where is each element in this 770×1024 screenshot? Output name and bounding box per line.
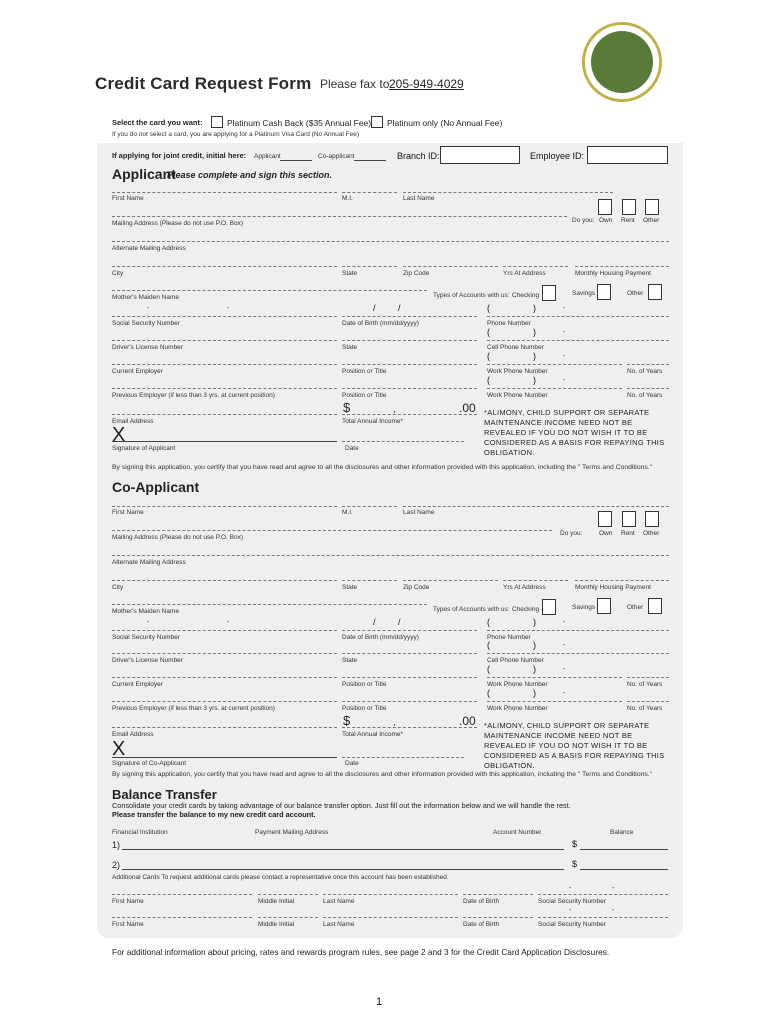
co-license-label: Driver's License Number xyxy=(112,657,183,664)
state-line[interactable] xyxy=(342,266,397,267)
fax-label: Please fax to xyxy=(320,77,390,91)
add2-last-name-line[interactable] xyxy=(323,917,458,918)
co-cell-paren-close: ) xyxy=(533,640,536,650)
add1-dob-line[interactable] xyxy=(463,894,533,895)
add1-dob-label: Date of Birth xyxy=(463,898,500,905)
transfer-row-1-balance-line[interactable] xyxy=(580,849,668,850)
co-alt-mailing-label: Alternate Mailing Address xyxy=(112,559,186,566)
co-other-acct-label: Other xyxy=(627,604,644,611)
form-title: Credit Card Request Form xyxy=(95,74,312,93)
license-state-label: State xyxy=(342,344,358,351)
balance-header: Balance xyxy=(610,829,634,836)
housing-label: Monthly Housing Payment xyxy=(575,270,651,277)
co-prev-years-line[interactable] xyxy=(627,701,669,702)
co-cell-paren-open: ( xyxy=(487,640,490,650)
co-signature-date-label: Date xyxy=(345,760,359,767)
phone-line[interactable] xyxy=(487,316,669,317)
co-prev-years-label: No. of Years xyxy=(627,705,663,712)
co-dob-slash-2: / xyxy=(398,617,401,627)
add2-last-name-label: Last Name xyxy=(323,921,355,928)
work-paren-open: ( xyxy=(487,351,490,361)
zip-line[interactable] xyxy=(403,266,498,267)
ssn-dash-1: - xyxy=(147,303,150,312)
add2-ssn-label: Social Security Number xyxy=(538,921,606,928)
yrs-line[interactable] xyxy=(503,266,568,267)
prev-work-phone-line[interactable] xyxy=(487,388,622,389)
work-phone-line[interactable] xyxy=(487,364,622,365)
own-checkbox[interactable] xyxy=(598,199,612,215)
email-label: Email Address xyxy=(112,418,154,425)
checking-checkbox[interactable] xyxy=(542,285,556,301)
co-position-label: Position or Title xyxy=(342,681,387,688)
add1-last-name-label: Last Name xyxy=(323,898,355,905)
co-phone-label: Phone Number xyxy=(487,634,531,641)
other-acct-label: Other xyxy=(627,290,644,297)
co-prev-work-phone-label: Work Phone Number xyxy=(487,705,548,712)
co-mi-line[interactable] xyxy=(342,506,397,507)
co-yrs-line[interactable] xyxy=(503,580,568,581)
city-line[interactable] xyxy=(112,266,337,267)
mi-label: M.I. xyxy=(342,195,353,202)
co-work-paren-close: ) xyxy=(533,664,536,674)
co-alimony-note: *ALIMONY, CHILD SUPPORT OR SEPARATE MAINTENANCE INCOME NEED NOT BE REVEALED IF YOU DO NOT WISH IT TO BE CONSIDERED AS A BASIS FOR REPAYING THIS OBLIGATION. xyxy=(484,721,665,770)
rent-checkbox[interactable] xyxy=(622,199,636,215)
co-license-state-line[interactable] xyxy=(342,653,477,654)
rent-label: Rent xyxy=(621,217,635,224)
co-last-name-label: Last Name xyxy=(403,509,435,516)
co-applicant-initial-line[interactable] xyxy=(354,160,386,161)
phone-label: Phone Number xyxy=(487,320,531,327)
transfer-row-2-number: 2) xyxy=(112,860,121,870)
add2-ssn-dash-1: - xyxy=(569,905,572,914)
joint-credit-label: If applying for joint credit, initial here: xyxy=(112,151,247,160)
co-employer-label: Current Employer xyxy=(112,681,163,688)
transfer-row-2-dollar: $ xyxy=(572,859,578,869)
platinum-only-label: Platinum only (No Annual Fee) xyxy=(387,118,503,128)
signature-x: X xyxy=(112,424,126,446)
maiden-line[interactable] xyxy=(112,290,427,291)
mailing-line[interactable] xyxy=(112,216,567,217)
housing-line[interactable] xyxy=(575,266,669,267)
co-income-line[interactable] xyxy=(342,727,477,728)
co-license-state-label: State xyxy=(342,657,358,664)
co-applicant-title: Co-Applicant xyxy=(112,479,200,495)
co-prev-dash: - xyxy=(563,688,566,697)
add2-ssn-line[interactable] xyxy=(538,917,668,918)
co-mailing-line[interactable] xyxy=(112,530,552,531)
branch-id-label: Branch ID: xyxy=(397,151,440,161)
co-prev-employer-label: Previous Employer (if less than 3 yrs. at current position) xyxy=(112,705,275,712)
co-dob-line[interactable] xyxy=(342,630,477,631)
co-work-phone-label: Work Phone Number xyxy=(487,681,548,688)
co-state-line[interactable] xyxy=(342,580,397,581)
co-work-phone-line[interactable] xyxy=(487,677,622,678)
co-income-label: Total Annual Income* xyxy=(342,731,404,738)
co-phone-line[interactable] xyxy=(487,630,669,631)
prev-paren-open: ( xyxy=(487,375,490,385)
dob-line[interactable] xyxy=(342,316,477,317)
other-checkbox[interactable] xyxy=(645,199,659,215)
add1-first-name-label: First Name xyxy=(112,898,144,905)
position-label: Position or Title xyxy=(342,368,387,375)
dob-slash-1: / xyxy=(373,303,376,313)
applicant-initial-line[interactable] xyxy=(280,160,312,161)
alt-mailing-line[interactable] xyxy=(112,241,669,242)
co-savings-checkbox[interactable] xyxy=(597,598,611,614)
signature-date-line[interactable] xyxy=(342,441,464,442)
add2-ssn-dash-2: - xyxy=(612,905,615,914)
co-zip-label: Zip Code xyxy=(403,584,430,591)
additional-cards-note: Additional Cards To request additional cards please contact a representative once this account has been established. xyxy=(112,874,449,881)
co-prev-employer-line[interactable] xyxy=(112,701,337,702)
prev-dash: - xyxy=(563,375,566,384)
co-signature-x: X xyxy=(112,738,126,760)
transfer-row-1-line[interactable] xyxy=(122,849,564,850)
work-paren-close: ) xyxy=(533,351,536,361)
co-position-line[interactable] xyxy=(342,677,477,678)
employer-label: Current Employer xyxy=(112,368,163,375)
co-do-you-label: Do you: xyxy=(560,530,583,537)
co-accounts-label: Types of Accounts with us: xyxy=(433,606,510,613)
last-name-line[interactable] xyxy=(403,192,613,193)
co-years-line[interactable] xyxy=(627,677,669,678)
income-comma: , xyxy=(393,404,396,414)
add1-middle-line[interactable] xyxy=(258,894,318,895)
yrs-label: Yrs At Address xyxy=(503,270,546,277)
checking-label: Checking xyxy=(512,292,540,299)
co-ssn-dash-1: - xyxy=(147,617,150,626)
platinum-cash-back-label: Platinum Cash Back ($35 Annual Fee) xyxy=(227,118,372,128)
applicant-subtitle: Please complete and sign this section. xyxy=(167,170,333,180)
co-prev-paren-open: ( xyxy=(487,688,490,698)
co-cell-line[interactable] xyxy=(487,653,669,654)
co-signature-line[interactable] xyxy=(112,757,337,758)
transfer-row-2-line[interactable] xyxy=(122,869,564,870)
add2-dob-label: Date of Birth xyxy=(463,921,500,928)
years-line[interactable] xyxy=(627,364,669,365)
employee-id-input[interactable] xyxy=(587,146,668,164)
footer-note: For additional information about pricing, rates and rewards program rules, see page 2 and 3 for the Credit Card Application Disclosures. xyxy=(112,947,610,957)
income-cents: .00 xyxy=(459,401,476,415)
co-dob-label: Date of Birth (mm/dd/yyyy) xyxy=(342,634,419,641)
co-first-name-label: First Name xyxy=(112,509,144,516)
co-phone-dash: - xyxy=(563,617,566,626)
platinum-cash-back-checkbox[interactable] xyxy=(211,116,223,128)
balance-transfer-desc: Consolidate your credit cards by taking advantage of our balance transfer option. Just fill out the information below and we will handle the rest. xyxy=(112,801,571,810)
balance-transfer-desc-bold: Please transfer the balance to my new credit card account. xyxy=(112,810,316,819)
co-alt-mailing-line[interactable] xyxy=(112,555,669,556)
co-state-label: State xyxy=(342,584,358,591)
platinum-only-checkbox[interactable] xyxy=(371,116,383,128)
co-zip-line[interactable] xyxy=(403,580,498,581)
cell-line[interactable] xyxy=(487,340,669,341)
transfer-row-1-dollar: $ xyxy=(572,839,578,849)
work-dash: - xyxy=(563,351,566,360)
savings-checkbox[interactable] xyxy=(597,284,611,300)
state-label: State xyxy=(342,270,358,277)
co-rent-label: Rent xyxy=(621,530,635,537)
joint-applicant-label: Applicant xyxy=(254,153,281,160)
co-income-cents: .00 xyxy=(459,714,476,728)
applicant-title: Applicant xyxy=(112,166,176,182)
co-ssn-line[interactable] xyxy=(112,630,337,631)
co-checking-label: Checking xyxy=(512,606,540,613)
years-label: No. of Years xyxy=(627,368,663,375)
maiden-label: Mother's Maiden Name xyxy=(112,294,179,301)
fax-number: 205-949-4029 xyxy=(389,77,464,91)
position-line[interactable] xyxy=(342,364,477,365)
email-line[interactable] xyxy=(112,414,337,415)
prev-paren-close: ) xyxy=(533,375,536,385)
co-savings-label: Savings xyxy=(572,604,596,611)
add2-middle-line[interactable] xyxy=(258,917,318,918)
last-name-label: Last Name xyxy=(403,195,435,202)
prev-work-phone-label: Work Phone Number xyxy=(487,392,548,399)
co-prev-position-line[interactable] xyxy=(342,701,477,702)
co-own-checkbox[interactable] xyxy=(598,511,612,527)
co-employer-line[interactable] xyxy=(112,677,337,678)
ssn-label: Social Security Number xyxy=(112,320,180,327)
co-housing-line[interactable] xyxy=(575,580,669,581)
co-mailing-label: Mailing Address (Please do not use P.O. Box) xyxy=(112,534,244,541)
page-number: 1 xyxy=(376,996,383,1008)
card-select-label: Select the card you want: xyxy=(112,118,203,127)
co-other-label: Other xyxy=(643,530,660,537)
co-dob-slash-1: / xyxy=(373,617,376,627)
add2-middle-label: Middle Initial xyxy=(258,921,295,928)
employee-id-label: Employee ID: xyxy=(530,151,585,161)
co-other-acct-checkbox[interactable] xyxy=(648,598,662,614)
co-housing-label: Monthly Housing Payment xyxy=(575,584,651,591)
co-email-label: Email Address xyxy=(112,731,154,738)
add-ssn-dash-2: - xyxy=(612,883,615,892)
ssn-line[interactable] xyxy=(112,316,337,317)
phone-dash: - xyxy=(563,303,566,312)
do-you-label: Do you: xyxy=(572,217,595,224)
add1-last-name-line[interactable] xyxy=(323,894,458,895)
co-mi-label: M.I. xyxy=(342,509,353,516)
accounts-label: Types of Accounts with us: xyxy=(433,292,510,299)
institution-header: Financial Institution xyxy=(112,829,168,836)
bank-logo xyxy=(582,22,662,102)
license-line[interactable] xyxy=(112,340,337,341)
prev-position-line[interactable] xyxy=(342,388,477,389)
alt-mailing-label: Alternate Mailing Address xyxy=(112,245,186,252)
other-label: Other xyxy=(643,217,660,224)
co-city-label: City xyxy=(112,584,124,591)
co-maiden-label: Mother's Maiden Name xyxy=(112,608,179,615)
payment-address-header: Payment Mailing Address xyxy=(255,829,329,836)
cell-label: Cell Phone Number xyxy=(487,344,544,351)
co-own-label: Own xyxy=(599,530,613,537)
signature-date-label: Date xyxy=(345,445,359,452)
first-name-label: First Name xyxy=(112,195,144,202)
mi-line[interactable] xyxy=(342,192,397,193)
signature-line[interactable] xyxy=(112,441,337,442)
co-applicant-signing-note: By signing this application, you certify that you have read and agree to all the disclosures and other information provided with this application, including the " Terms and Conditions." xyxy=(112,771,653,778)
add2-dob-line[interactable] xyxy=(463,917,533,918)
joint-co-applicant-label: Co-applicant xyxy=(318,153,355,160)
co-first-name-line[interactable] xyxy=(112,506,337,507)
phone-paren-close: ) xyxy=(533,303,536,313)
add2-first-name-line[interactable] xyxy=(112,917,252,918)
ssn-dash-2: - xyxy=(227,303,230,312)
co-city-line[interactable] xyxy=(112,580,337,581)
co-email-line[interactable] xyxy=(112,727,337,728)
co-prev-paren-close: ) xyxy=(533,688,536,698)
income-line[interactable] xyxy=(342,414,477,415)
prev-employer-label: Previous Employer (if less than 3 yrs. at current position) xyxy=(112,392,275,399)
work-phone-label: Work Phone Number xyxy=(487,368,548,375)
co-prev-position-label: Position or Title xyxy=(342,705,387,712)
branch-id-input[interactable] xyxy=(440,146,520,164)
dob-label: Date of Birth (mm/dd/yyyy) xyxy=(342,320,419,327)
income-label: Total Annual Income* xyxy=(342,418,404,425)
own-label: Own xyxy=(599,217,613,224)
co-rent-checkbox[interactable] xyxy=(622,511,636,527)
add-ssn-dash-1: - xyxy=(569,883,572,892)
co-phone-paren-close: ) xyxy=(533,617,536,627)
co-last-name-line[interactable] xyxy=(403,506,669,507)
co-maiden-line[interactable] xyxy=(112,604,427,605)
card-select-note: If you do not select a card, you are applying for a Platinum Visa Card (No Annual Fee) xyxy=(112,131,360,138)
license-label: Driver's License Number xyxy=(112,344,183,351)
signature-label: Signature of Applicant xyxy=(112,445,176,452)
add1-middle-label: Middle Initial xyxy=(258,898,295,905)
co-work-dash: - xyxy=(563,664,566,673)
add1-ssn-label: Social Security Number xyxy=(538,898,606,905)
savings-label: Savings xyxy=(572,290,596,297)
co-signature-label: Signature of Co-Applicant xyxy=(112,760,187,767)
zip-label: Zip Code xyxy=(403,270,430,277)
transfer-row-2-balance-line[interactable] xyxy=(580,869,668,870)
first-name-line[interactable] xyxy=(112,192,337,193)
co-signature-date-line[interactable] xyxy=(342,757,464,758)
license-state-line[interactable] xyxy=(342,340,477,341)
employer-line[interactable] xyxy=(112,364,337,365)
co-license-line[interactable] xyxy=(112,653,337,654)
co-ssn-dash-2: - xyxy=(227,617,230,626)
co-yrs-label: Yrs At Address xyxy=(503,584,546,591)
co-cell-dash: - xyxy=(563,640,566,649)
phone-paren-open: ( xyxy=(487,303,490,313)
city-label: City xyxy=(112,270,124,277)
transfer-row-1-number: 1) xyxy=(112,840,121,850)
dob-slash-2: / xyxy=(398,303,401,313)
add1-ssn-line[interactable] xyxy=(538,894,668,895)
co-prev-work-phone-line[interactable] xyxy=(487,701,622,702)
co-income-dollar: $ xyxy=(343,713,351,728)
cell-dash: - xyxy=(563,327,566,336)
prev-position-label: Position or Title xyxy=(342,392,387,399)
income-dollar: $ xyxy=(343,400,351,415)
account-number-header: Account Number xyxy=(493,829,542,836)
prev-years-label: No. of Years xyxy=(627,392,663,399)
add2-first-name-label: First Name xyxy=(112,921,144,928)
balance-transfer-title: Balance Transfer xyxy=(112,787,217,802)
co-years-label: No. of Years xyxy=(627,681,663,688)
add1-first-name-line[interactable] xyxy=(112,894,252,895)
co-cell-label: Cell Phone Number xyxy=(487,657,544,664)
co-other-checkbox[interactable] xyxy=(645,511,659,527)
co-checking-checkbox[interactable] xyxy=(542,599,556,615)
cell-paren-open: ( xyxy=(487,327,490,337)
cell-paren-close: ) xyxy=(533,327,536,337)
co-ssn-label: Social Security Number xyxy=(112,634,180,641)
applicant-signing-note: By signing this application, you certify that you have read and agree to all the disclosures and other information provided with this application, including the " Terms and Conditions." xyxy=(112,464,653,471)
prev-years-line[interactable] xyxy=(627,388,669,389)
co-phone-paren-open: ( xyxy=(487,617,490,627)
co-income-comma: , xyxy=(393,717,396,727)
co-work-paren-open: ( xyxy=(487,664,490,674)
mailing-label: Mailing Address (Please do not use P.O. Box) xyxy=(112,220,244,227)
alimony-note: *ALIMONY, CHILD SUPPORT OR SEPARATE MAINTENANCE INCOME NEED NOT BE REVEALED IF YOU DO NOT WISH IT TO BE CONSIDERED AS A BASIS FOR REPAYING THIS OBLIGATION. xyxy=(484,408,665,457)
other-acct-checkbox[interactable] xyxy=(648,284,662,300)
prev-employer-line[interactable] xyxy=(112,388,337,389)
